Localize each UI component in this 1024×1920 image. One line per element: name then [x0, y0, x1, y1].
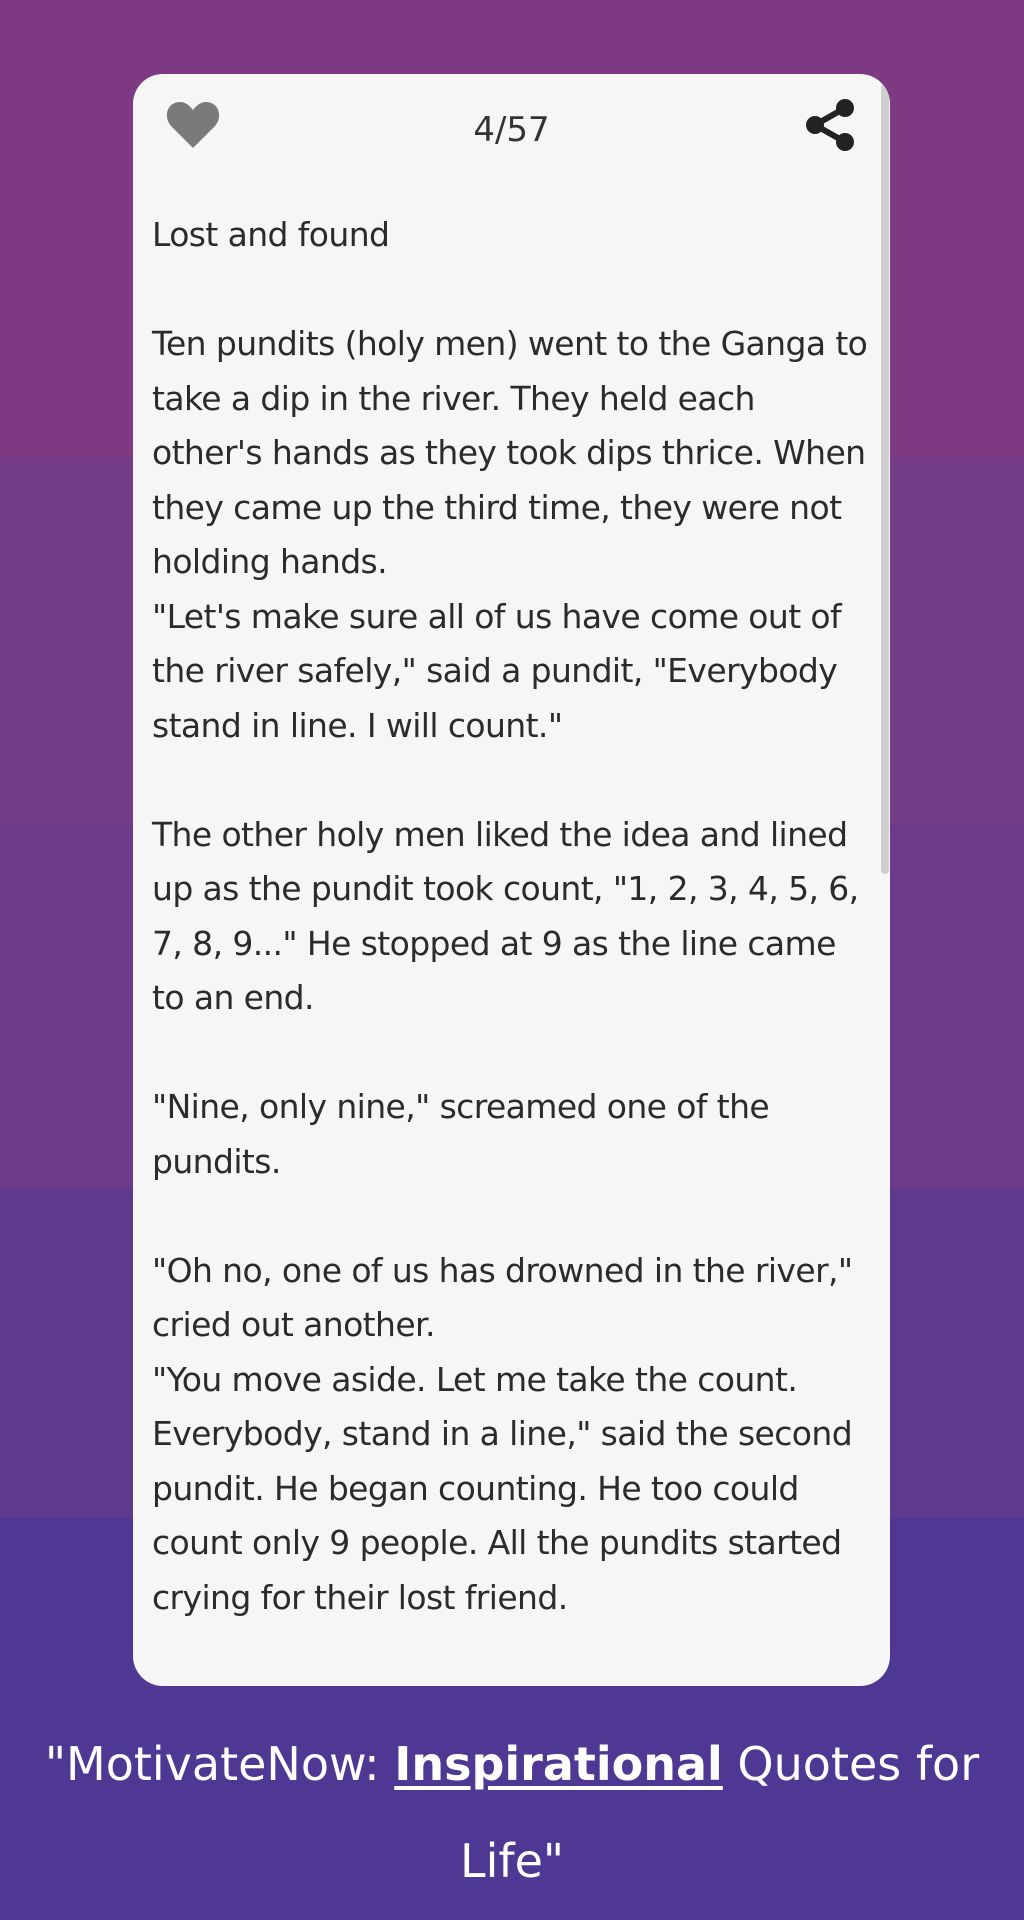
share-icon[interactable]	[803, 98, 859, 152]
tagline-suffix: Quotes for Life"	[459, 1737, 980, 1888]
quote-card	[133, 74, 890, 1686]
story-text	[152, 208, 872, 1625]
tagline	[0, 1716, 1024, 1910]
page-counter: 4/57	[473, 110, 550, 150]
tagline-link[interactable]: Inspirational	[394, 1737, 723, 1791]
scrollbar[interactable]	[881, 84, 889, 874]
story-paragraph: Ten pundits (holy men) went to the Ganga to take a dip in the river. They held each other's hands as they took dips thrice. When they came up the third time, they were not holding hands. "Let's make sure all of us have come out of the river safely," said a pundit, "Everybody stand in line. I will count."	[152, 324, 868, 745]
story-paragraph: "Oh no, one of us has drowned in the river," cried out another. "You move aside. Let me take the count. Everybody, stand in a line," said the second pundit. He began counting. He too could count only 9 people. All the pundits started crying for their lost friend.	[152, 1250, 853, 1617]
story-paragraph: The other holy men liked the idea and lined up as the pundit took count, "1, 2, 3, 4, 5, 6, 7, 8, 9..." He stopped at 9 as the line came to an end.	[152, 814, 869, 1017]
tagline-prefix: "MotivateNow:	[44, 1737, 395, 1791]
story-paragraph: "Nine, only nine," screamed one of the pundits.	[152, 1087, 780, 1181]
story-title: Lost and found	[152, 215, 390, 254]
